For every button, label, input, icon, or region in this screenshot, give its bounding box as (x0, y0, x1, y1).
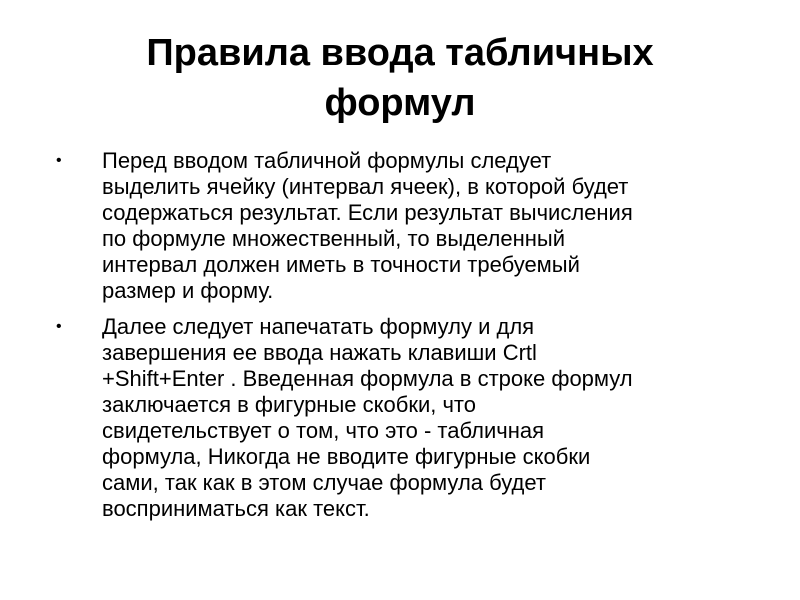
bullet-icon: • (56, 318, 62, 335)
bullet-item (56, 314, 756, 522)
slide-title: Правила ввода табличных формул (146, 32, 654, 124)
bullet-item (56, 148, 756, 304)
bullet-list (56, 148, 756, 532)
bullet-text: Далее следует напечатать формулу и для завершения ее ввода нажать клавиши Crtl +Shift+Enter . Введенная формула в строке формул заключается в фигурные скобки, что свидетельствует о том, что это - табличная формула, Никогда не вводите фигурные скобки сами, так как в этом случае формула будет восприниматься как текст. (102, 314, 633, 521)
bullet-text: Перед вводом табличной формулы следует выделить ячейку (интервал ячеек), в которой будет содержаться результат. Если результат вычисления по формуле множественный, то выделенный интервал должен иметь в точности требуемый размер и форму. (102, 148, 633, 303)
bullet-icon: • (56, 152, 62, 169)
